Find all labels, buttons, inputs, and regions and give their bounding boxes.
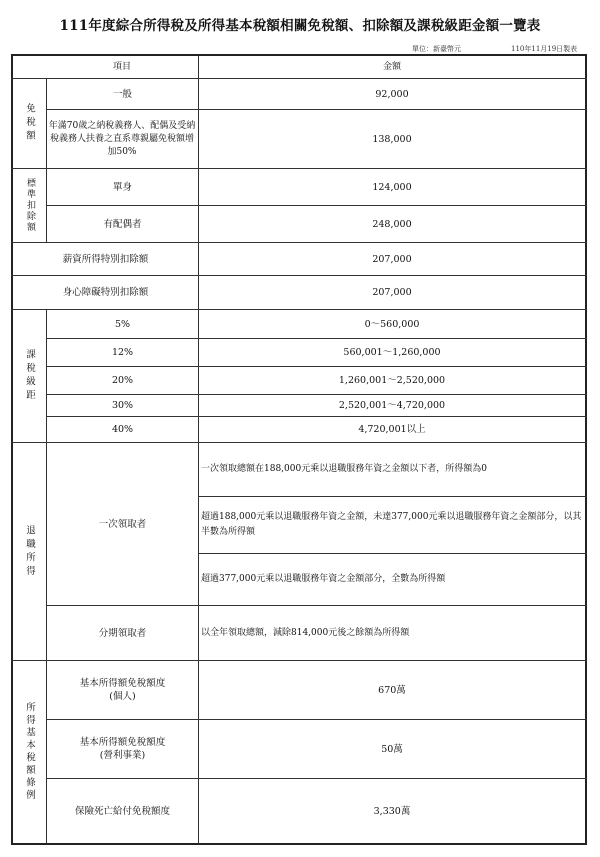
brackets-group-label: 課稅級距 xyxy=(24,349,35,403)
standard-single-label: 單身 xyxy=(112,181,132,193)
bracket-range: 2,520,001～4,720,000 xyxy=(338,400,446,411)
standard-married-value: 248,000 xyxy=(372,218,412,230)
retirement-installment-rule: 以全年領取總額，減除814,000元後之餘額為所得額 xyxy=(201,627,410,638)
basic-tax-business-value: 50萬 xyxy=(381,743,403,755)
bracket-range: 560,001～1,260,000 xyxy=(343,347,441,358)
bracket-range: 1,260,001～2,520,000 xyxy=(338,375,446,386)
standard-single-value: 124,000 xyxy=(372,181,412,193)
page-title: 111年度綜合所得稅及所得基本稅額相關免稅額、扣除額及課稅級距金額一覽表 xyxy=(59,18,541,34)
bracket-range: 4,720,001以上 xyxy=(358,424,426,435)
basic-tax-insurance-label: 保險死亡給付免稅額度 xyxy=(74,805,170,817)
exemption-senior-label: 年滿70歲之納稅義務人、配偶及受納稅義務人扶養之直系尊親屬免稅額增加50% xyxy=(48,120,196,157)
header-amount: 金額 xyxy=(382,61,401,72)
basic-tax-insurance-value: 3,330萬 xyxy=(373,805,411,817)
bracket-range: 0～560,000 xyxy=(364,318,420,330)
unit-label: 單位：新臺幣元 xyxy=(412,45,461,53)
salary-deduction-label: 薪資所得特別扣除額 xyxy=(62,253,149,265)
exemption-senior-value: 138,000 xyxy=(372,133,412,145)
bracket-rate: 40% xyxy=(111,424,134,435)
basic-tax-individual-value: 670萬 xyxy=(378,684,406,696)
header-item: 項目 xyxy=(112,61,131,72)
date-label: 110年11月19日製表 xyxy=(511,45,578,53)
retirement-group-label: 退職所得 xyxy=(24,524,35,579)
basic-tax-individual-label: 基本所得額免稅額度 (個人) xyxy=(79,678,166,702)
bracket-rate: 12% xyxy=(111,347,134,358)
standard-married-label: 有配偶者 xyxy=(103,218,142,230)
salary-deduction-value: 207,000 xyxy=(372,253,412,265)
bracket-rate: 5% xyxy=(114,318,131,330)
retirement-lump-sum-rule: 一次領取總額在188,000元乘以退職服務年資之金額以下者，所得額為0 xyxy=(201,464,487,474)
exemption-group-label: 免稅額 xyxy=(24,103,35,144)
disability-deduction-label: 身心障礙特別扣除額 xyxy=(62,287,149,298)
retirement-lump-sum-rule: 超過377,000元乘以退職服務年資之金額部分，全數為所得額 xyxy=(201,574,446,584)
standard-deduction-group-label: 標準扣除額 xyxy=(25,178,35,233)
basic-tax-business-label: 基本所得額免稅額度 (營利事業) xyxy=(79,737,166,761)
retirement-lump-sum-label: 一次領取者 xyxy=(98,518,147,530)
disability-deduction-value: 207,000 xyxy=(372,287,412,298)
retirement-lump-sum-rule: 超過188,000元乘以退職服務年資之金額，未達377,000元乘以退職服務年資之金額部分，以其半數為所得額 xyxy=(201,512,582,537)
exemption-general-value: 92,000 xyxy=(375,88,409,100)
exemption-general-label: 一般 xyxy=(112,88,132,100)
bracket-rate: 20% xyxy=(111,375,134,386)
basic-tax-group-label: 所得基本稅額條例 xyxy=(24,702,35,802)
bracket-rate: 30% xyxy=(111,400,134,411)
retirement-installment-label: 分期領取者 xyxy=(98,627,147,639)
